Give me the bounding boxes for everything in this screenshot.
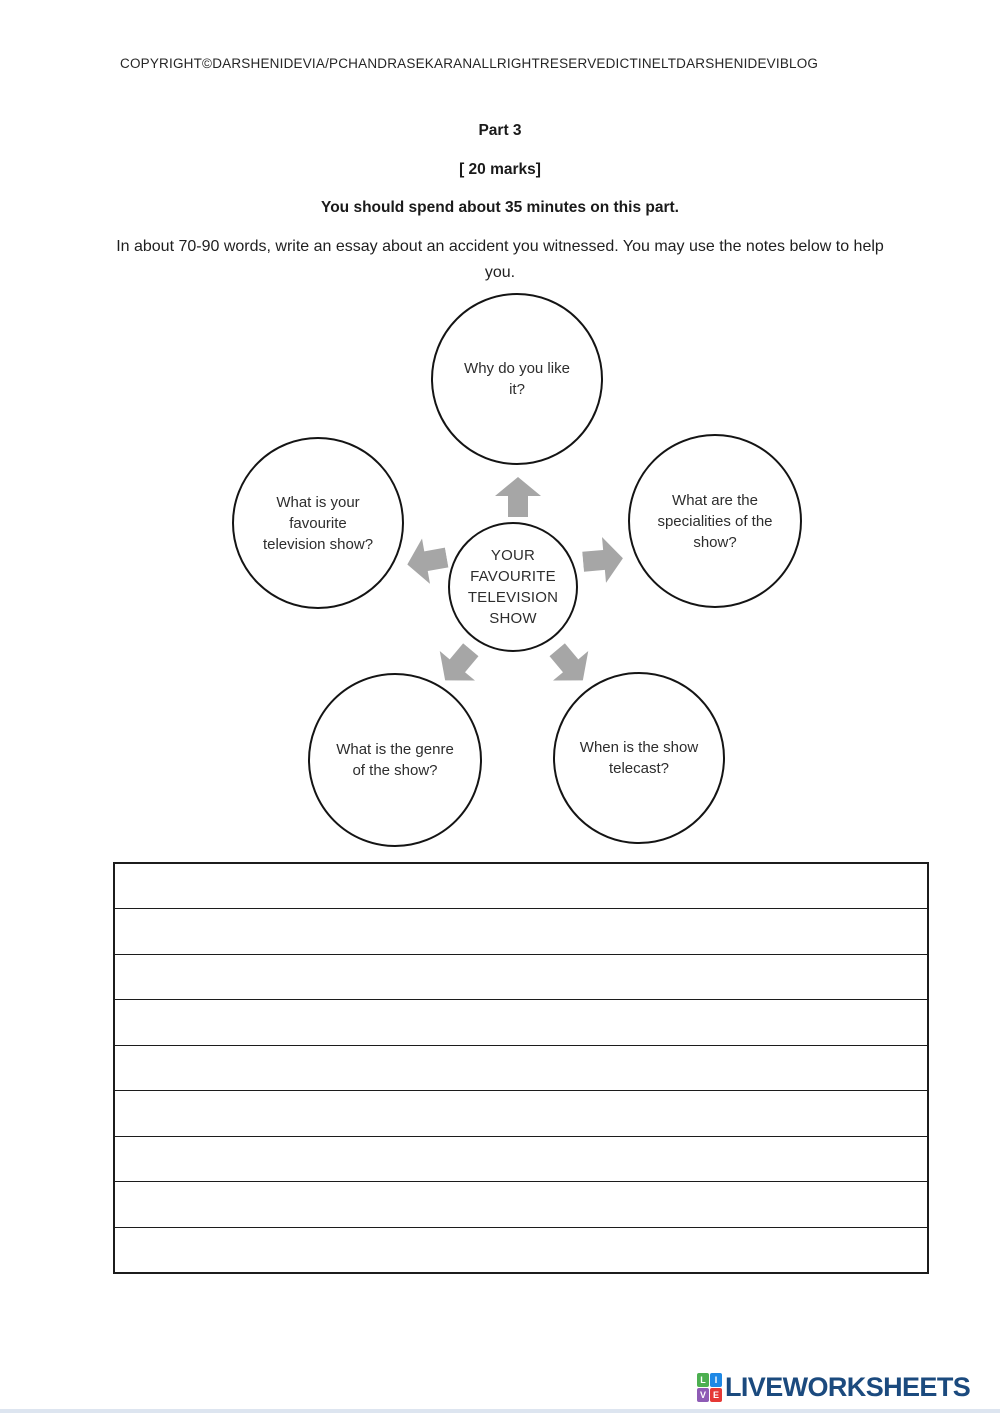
- copyright-line: COPYRIGHT©DARSHENIDEVIA/PCHANDRASEKARANALLRIGHTRESERVEDICTINELTDARSHENIDEVIBLOG: [120, 56, 819, 71]
- arrow-up-icon: [495, 477, 541, 517]
- logo-tile-i: I: [710, 1373, 722, 1387]
- logo-tile-v: V: [697, 1388, 709, 1402]
- answer-writing-area[interactable]: [113, 862, 929, 1274]
- diagram-node-specialities: [628, 434, 802, 608]
- answer-line-row[interactable]: [115, 864, 927, 909]
- time-note: You should spend about 35 minutes on this part.: [321, 199, 679, 216]
- answer-line-row[interactable]: [115, 1137, 927, 1182]
- diagram-center-node: [448, 522, 578, 652]
- answer-line-row[interactable]: [115, 955, 927, 1000]
- diagram-center-label: YOUR FAVOURITE TELEVISION SHOW: [467, 547, 559, 627]
- diagram-node-label: What is your favourite television show?: [262, 493, 374, 553]
- diagram-node-label: What are the specialities of the show?: [657, 491, 773, 551]
- logo-tile-l: L: [697, 1373, 709, 1387]
- liveworksheets-logo: [697, 1372, 970, 1403]
- diagram-node-label: When is the show telecast?: [579, 739, 699, 777]
- diagram-node-label: What is the genre of the show?: [336, 741, 454, 779]
- marks-label: [ 20 marks]: [459, 161, 541, 178]
- diagram-node-label: Why do you like it?: [464, 360, 570, 398]
- diagram-node-why-do-you-like-it: [431, 293, 603, 465]
- answer-line-row[interactable]: [115, 1182, 927, 1227]
- logo-tile-e: E: [710, 1388, 722, 1402]
- arrow-right-icon: [581, 535, 625, 584]
- diagram-node-favourite-show: [232, 437, 404, 609]
- arrow-left-icon: [403, 535, 450, 587]
- liveworksheets-tiles-icon: [697, 1373, 722, 1402]
- diagram-node-telecast: [553, 672, 725, 844]
- liveworksheets-wordmark: LIVEWORKSHEETS: [725, 1372, 971, 1402]
- answer-line-row[interactable]: [115, 1000, 927, 1045]
- diagram-node-genre: [308, 673, 482, 847]
- answer-line-row[interactable]: [115, 1046, 927, 1091]
- part-title: Part 3: [478, 122, 522, 139]
- bottom-edge-strip: [0, 1409, 1000, 1413]
- answer-line-row[interactable]: [115, 1091, 927, 1136]
- answer-line-row[interactable]: [115, 1228, 927, 1272]
- task-instruction: In about 70-90 words, write an essay about an accident you witnessed. You may use the notes below to help you.: [116, 238, 884, 281]
- answer-line-row[interactable]: [115, 909, 927, 954]
